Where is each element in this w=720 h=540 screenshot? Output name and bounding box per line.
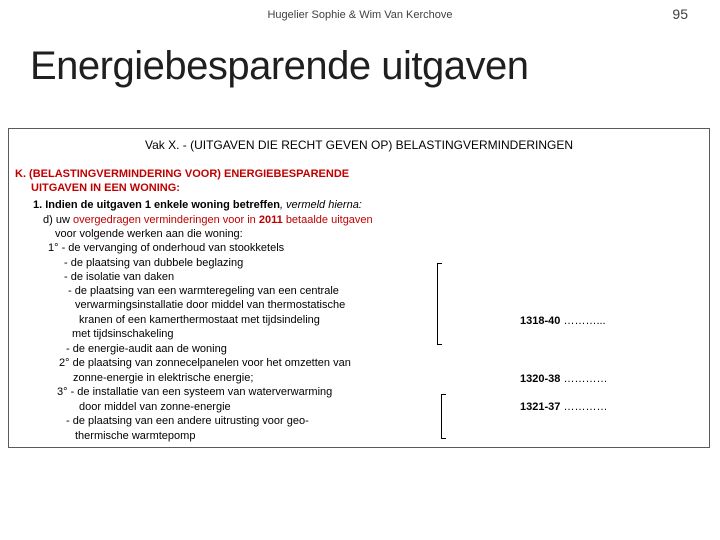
section-k-title: K. (BELASTINGVERMINDERING VOOR) ENERGIEBESPARENDE (15, 168, 350, 180)
section-k-title-cont: UITGAVEN IN EEN WONING: (31, 182, 180, 194)
slide-title: Energiebesparende uitgaven (30, 44, 529, 88)
work-line: thermische warmtepomp (75, 430, 196, 442)
work-line: - de isolatie van daken (64, 271, 175, 283)
item-d-year: 2011 (258, 214, 283, 226)
work-line: zonne-energie in elektrische energie; (73, 372, 254, 384)
work-line: - de plaatsing van een andere uitrusting voor geo- (66, 415, 309, 427)
work-line: - de energie-audit aan de woning (66, 343, 227, 355)
bracket-group-1 (437, 263, 438, 345)
work-line: 2° de plaatsing van zonnecelpanelen voor het omzetten van (59, 357, 351, 369)
item-d (43, 214, 373, 226)
code-dots: ………... (563, 315, 606, 327)
item-1-label: 1. Indien de uitgaven 1 enkele woning betreffen (33, 199, 280, 211)
item-d-cont: voor volgende werken aan die woning: (55, 228, 243, 240)
tax-form-box (8, 128, 710, 448)
bracket-group-3 (441, 394, 442, 439)
item-d-red: overgedragen verminderingen voor in (72, 214, 256, 226)
work-line: verwarmingsinstallatie door middel van thermostatische (75, 299, 346, 311)
code-dots: ………… (563, 373, 608, 385)
code-1321-37 (520, 401, 607, 413)
work-line: - de plaatsing van een warmteregeling van een centrale (68, 285, 339, 297)
work-line: met tijdsinschakeling (72, 328, 174, 340)
work-line: door middel van zonne-energie (79, 401, 231, 413)
page-number: 95 (672, 6, 688, 22)
code-number: 1318-40 (520, 315, 561, 327)
header-authors: Hugelier Sophie & Wim Van Kerchove (267, 9, 453, 21)
code-1320-38 (520, 373, 607, 385)
item-1 (33, 199, 362, 211)
work-line: 1° - de vervanging of onderhoud van stookketels (48, 242, 285, 254)
code-number: 1320-38 (520, 373, 561, 385)
code-dots: ………… (563, 401, 608, 413)
vak-heading: Vak X. - (UITGAVEN DIE RECHT GEVEN OP) BELASTINGVERMINDERINGEN (144, 138, 574, 152)
item-d-prefix: d) uw (43, 214, 70, 226)
code-number: 1321-37 (520, 401, 561, 413)
work-line: 3° - de installatie van een systeem van waterverwarming (57, 386, 333, 398)
item-d-suffix: betaalde uitgaven (285, 214, 373, 226)
item-1-note: , vermeld hierna: (279, 199, 362, 211)
work-line: - de plaatsing van dubbele beglazing (64, 257, 244, 269)
work-line: kranen of een kamerthermostaat met tijdsindeling (79, 314, 320, 326)
code-1318-40 (520, 315, 606, 327)
